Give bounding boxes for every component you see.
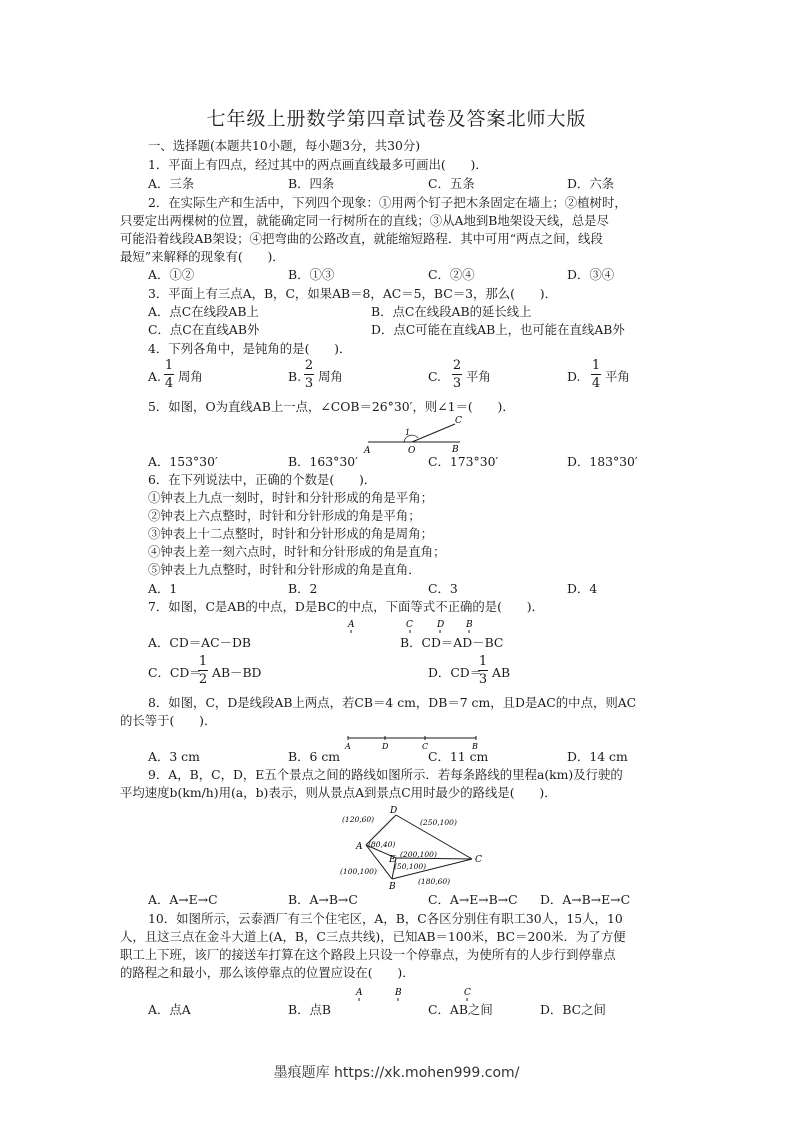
q6-option-b: B．2 xyxy=(288,581,318,596)
point-label-b: B xyxy=(389,882,396,892)
q4-option-b-unit: 周角 xyxy=(318,369,343,384)
q3-stem: 3．平面上有三点A，B，C，如果AB＝8，AC＝5，BC＝3，那么( )． xyxy=(148,286,558,301)
q2-line3: 可能沿着线段AB架设；④把弯曲的公路改直，就能缩短路程．其中可用“两点之间，线段 xyxy=(120,231,603,246)
q10-option-a: A．点A xyxy=(148,1002,191,1017)
q3-option-b: B．点C在线段AB的延长线上 xyxy=(371,304,532,319)
q10-line2: 人，且这三点在金斗大道上(A，B，C三点共线)，已知AB＝100米，BC＝200米．为了方便 xyxy=(120,929,626,944)
q9-option-c: C．A→E→B→C xyxy=(428,892,518,907)
q6-statement-3: ③钟表上十二点整时，时针和分针形成的角是周角； xyxy=(148,526,433,541)
q10-line4: 的路程之和最小，那么该停靠点的位置应设在( )． xyxy=(120,965,415,980)
q9-line2: 平均速度b(km/h)用(a，b)表示，则从景点A到景点C用时最少的路线是( )． xyxy=(120,785,557,800)
q2-option-d: D．③④ xyxy=(567,267,615,282)
route-label-ab: (100,100) xyxy=(340,867,377,876)
fraction-numerator: 2 xyxy=(452,358,462,373)
q5-option-b: B．163°30′ xyxy=(288,454,358,469)
point-label-b: B xyxy=(466,620,473,630)
q4-option-d-fraction xyxy=(591,358,601,391)
q6-stem: 6．在下列说法中，正确的个数是( )． xyxy=(148,472,377,487)
q4-option-a-unit: 周角 xyxy=(178,369,203,384)
q10-option-b: B．点B xyxy=(288,1002,331,1017)
point-label-a: A xyxy=(364,446,371,456)
q5-option-d: D．183°30′ xyxy=(567,454,638,469)
angle-label-1: 1 xyxy=(405,428,411,437)
q7-stem: 7．如图，C是AB的中点，D是BC的中点，下面等式不正确的是( )． xyxy=(148,599,544,614)
q1-stem: 1．平面上有四点，经过其中的两点画直线最多可画出( )． xyxy=(148,157,488,172)
point-label-d: D xyxy=(390,806,398,816)
q9-option-a: A．A→E→C xyxy=(148,892,218,907)
point-label-a: A xyxy=(345,742,351,751)
q9-route-figure xyxy=(334,802,494,892)
point-label-e: E xyxy=(389,855,396,865)
q5-option-c: C．173°30′ xyxy=(428,454,499,469)
q10-line1: 10．如图所示，云泰酒厂有三个住宅区，A，B，C各区分别住有职工30人，15人，10 xyxy=(148,911,623,926)
q2-line1: 2．在实际生产和生活中，下列四个现象：①用两个钉子把木条固定在墙上；②植树时， xyxy=(148,195,627,210)
fraction-numerator: 2 xyxy=(304,358,314,373)
q7-option-c-label: C．CD＝ xyxy=(148,665,202,680)
q6-option-d: D．4 xyxy=(567,581,598,596)
q7-option-d-fraction xyxy=(478,654,488,687)
point-label-a: A xyxy=(356,988,363,998)
q7-option-a: A．CD＝AC－DB xyxy=(148,635,252,650)
point-label-a: A xyxy=(356,842,363,852)
q8-option-b: B．6 cm xyxy=(288,749,341,764)
route-label-ae: (80,40) xyxy=(368,840,396,849)
footer-watermark: 墨痕题库 https://xk.mohen999.com/ xyxy=(273,1065,520,1081)
q8-option-c: C．11 cm xyxy=(428,749,489,764)
q2-option-b: B．①③ xyxy=(288,267,335,282)
q7-option-d-label: D．CD＝ xyxy=(428,665,483,680)
point-label-c: C xyxy=(422,742,429,751)
q4-option-b-fraction xyxy=(304,358,314,391)
q6-statement-1: ①钟表上九点一刻时，时针和分针形成的角是平角； xyxy=(148,490,433,505)
fraction-denominator: 4 xyxy=(164,376,174,391)
fraction-denominator: 3 xyxy=(452,376,462,391)
point-label-a: A xyxy=(348,620,355,630)
fraction-numerator: 1 xyxy=(164,358,174,373)
q5-option-a: A．153°30′ xyxy=(148,454,218,469)
route-label-bc: (180,60) xyxy=(418,877,451,886)
fraction-numerator: 1 xyxy=(478,654,488,669)
q9-option-b: B．A→B→C xyxy=(288,892,358,907)
fraction-denominator: 4 xyxy=(591,376,601,391)
route-label-ad: (120,60) xyxy=(342,815,375,824)
q7-option-d-expr: AB xyxy=(492,665,511,680)
q5-figure xyxy=(360,414,470,456)
fraction-numerator: 1 xyxy=(198,654,208,669)
q4-stem: 4．下列各角中，是钝角的是( )． xyxy=(148,341,352,356)
point-label-b: B xyxy=(452,445,459,455)
q8-option-a: A．3 cm xyxy=(148,749,200,764)
point-label-b: B xyxy=(395,988,402,998)
q8-line2: 的长等于( )． xyxy=(120,713,217,728)
q6-statement-2: ②钟表上六点整时，时针和分针形成的角是平角； xyxy=(148,508,421,523)
q4-option-a-fraction xyxy=(164,358,174,391)
q7-option-b: B．CD＝AD－BC xyxy=(400,635,504,650)
q4-option-d-label: D. xyxy=(567,369,581,384)
q8-option-d: D．14 cm xyxy=(567,749,628,764)
q1-option-d: D．六条 xyxy=(567,176,615,191)
route-label-eb: (50,100) xyxy=(394,862,427,871)
q4-option-d-unit: 平角 xyxy=(605,369,630,384)
q10-line3: 职工上下班，该厂的接送车打算在这个路段上只设一个停靠点，为使所有的人步行到停靠点 xyxy=(120,947,616,962)
q5-stem: 5．如图，O为直线AB上一点，∠COB＝26°30′，则∠1＝( )． xyxy=(148,399,515,414)
point-label-d: D xyxy=(382,742,389,751)
point-label-c: C xyxy=(475,855,482,865)
page-title: 七年级上册数学第四章试卷及答案北师大版 xyxy=(206,108,587,130)
q4-option-c-label: C. xyxy=(428,369,441,384)
q8-line1: 8．如图，C，D是线段AB上两点，若CB＝4 cm，DB＝7 cm，且D是AC的中点，则AC xyxy=(148,695,637,710)
q6-statement-4: ④钟表上差一刻六点时，时针和分针形成的角是直角； xyxy=(148,544,446,559)
q1-option-a: A．三条 xyxy=(148,176,195,191)
point-label-c: C xyxy=(455,416,462,426)
fraction-numerator: 1 xyxy=(591,358,601,373)
q7-option-c-fraction xyxy=(198,654,208,687)
point-label-c: C xyxy=(464,988,471,998)
q1-option-c: C．五条 xyxy=(428,176,475,191)
q6-statement-5: ⑤钟表上九点整时，时针和分针形成的角是直角． xyxy=(148,562,421,577)
fraction-denominator: 3 xyxy=(478,672,488,687)
q1-option-b: B．四条 xyxy=(288,176,335,191)
q10-option-d: D．BC之间 xyxy=(540,1002,606,1017)
q4-option-a-label: A. xyxy=(148,369,161,384)
fraction-denominator: 2 xyxy=(198,672,208,687)
q2-option-a: A．①② xyxy=(148,267,195,282)
section-heading: 一、选择题(本题共10小题，每小题3分，共30分) xyxy=(148,138,421,153)
q9-line1: 9．A，B，C，D，E五个景点之间的路线如图所示．若每条路线的里程a(km)及行驶的 xyxy=(148,767,623,782)
q2-option-c: C．②④ xyxy=(428,267,475,282)
q4-option-b-label: B. xyxy=(288,369,302,384)
fraction-denominator: 3 xyxy=(304,376,314,391)
route-label-dc: (250,100) xyxy=(420,818,457,827)
q3-option-d: D．点C可能在直线AB上，也可能在直线AB外 xyxy=(371,322,625,337)
q4-option-c-fraction xyxy=(452,358,462,391)
route-label-ec: (200,100) xyxy=(400,850,437,859)
q4-option-c-unit: 平角 xyxy=(466,369,491,384)
q6-option-c: C．3 xyxy=(428,581,458,596)
q9-option-d: D．A→B→E→C xyxy=(540,892,631,907)
ray-oc xyxy=(412,424,455,442)
q10-option-c: C．AB之间 xyxy=(428,1002,493,1017)
point-label-d: D xyxy=(437,620,445,630)
q6-option-a: A．1 xyxy=(148,581,178,596)
q7-option-c-expr: AB－BD xyxy=(212,665,262,680)
q3-option-a: A．点C在线段AB上 xyxy=(148,304,259,319)
point-label-c: C xyxy=(406,620,413,630)
q2-line2: 只要定出两棵树的位置，就能确定同一行树所在的直线；③从A地到B地架设天线，总是尽 xyxy=(120,213,609,228)
point-label-b: B xyxy=(472,742,478,751)
point-label-o: O xyxy=(408,446,416,456)
q10-figure xyxy=(350,983,490,1003)
q2-line4: 最短”来解释的现象有( )． xyxy=(120,249,285,264)
q3-option-c: C．点C在直线AB外 xyxy=(148,322,260,337)
